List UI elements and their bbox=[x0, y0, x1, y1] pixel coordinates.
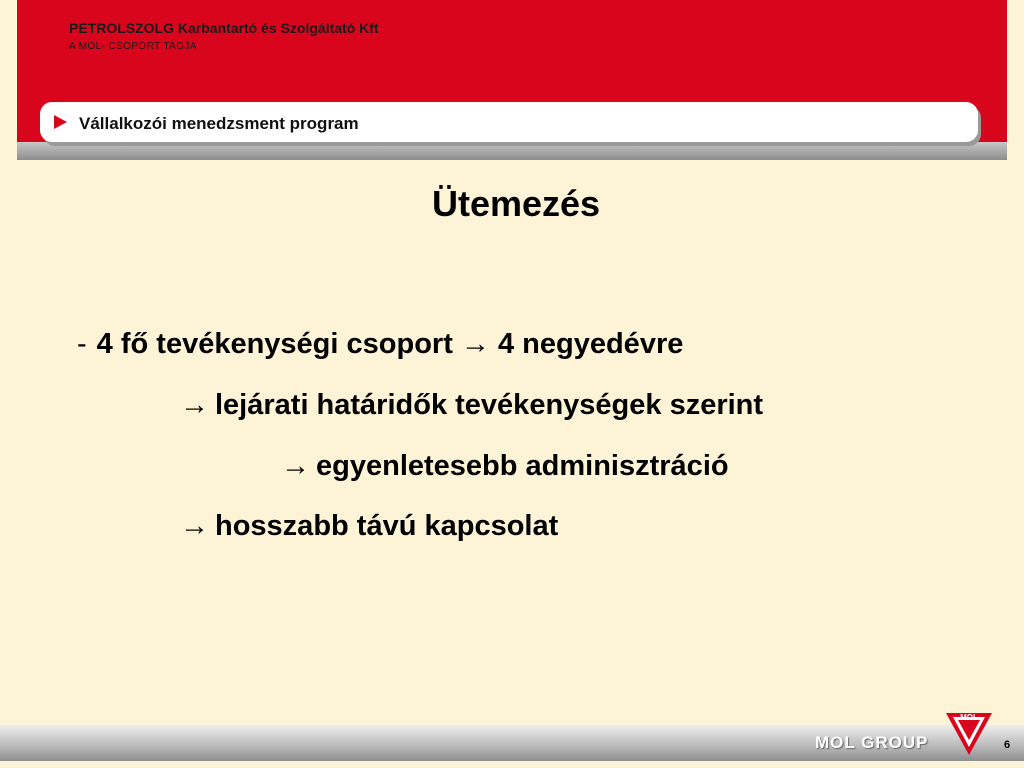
program-bar bbox=[40, 102, 978, 142]
bullet-text: hosszabb távú kapcsolat bbox=[215, 510, 559, 542]
bullet-line-3 bbox=[281, 450, 729, 483]
bullet-line-1 bbox=[77, 328, 683, 361]
bullet-dash: - bbox=[77, 328, 87, 360]
right-arrow-icon: → bbox=[281, 450, 310, 482]
bullet-line-4 bbox=[180, 510, 558, 543]
page-number: 6 bbox=[1004, 739, 1011, 751]
company-subtitle: A MOL- CSOPORT TAGJA bbox=[69, 41, 197, 52]
right-arrow-icon: → bbox=[180, 389, 209, 421]
mol-logo-text: MOL bbox=[960, 713, 978, 722]
slide-title: Ütemezés bbox=[431, 183, 601, 224]
bullet-text: 4 fő tevékenységi csoport → 4 negyedévre bbox=[96, 328, 684, 360]
header-shadow-strip bbox=[17, 142, 1007, 160]
company-name: PETROLSZOLG Karbantartó és Szolgáltató Kft bbox=[69, 20, 379, 36]
right-arrow-icon: → bbox=[180, 510, 209, 542]
bullet-text: egyenletesebb adminisztráció bbox=[316, 450, 729, 482]
triangle-right-icon bbox=[54, 115, 67, 129]
footer-bar bbox=[0, 725, 1024, 761]
mol-group-wordmark: MOL GROUP bbox=[815, 733, 929, 752]
mol-logo-icon bbox=[945, 712, 993, 756]
program-label: Vállalkozói menedzsment program bbox=[79, 114, 359, 133]
bullet-line-2 bbox=[180, 389, 763, 422]
bullet-text: lejárati határidők tevékenységek szerint bbox=[215, 389, 764, 421]
